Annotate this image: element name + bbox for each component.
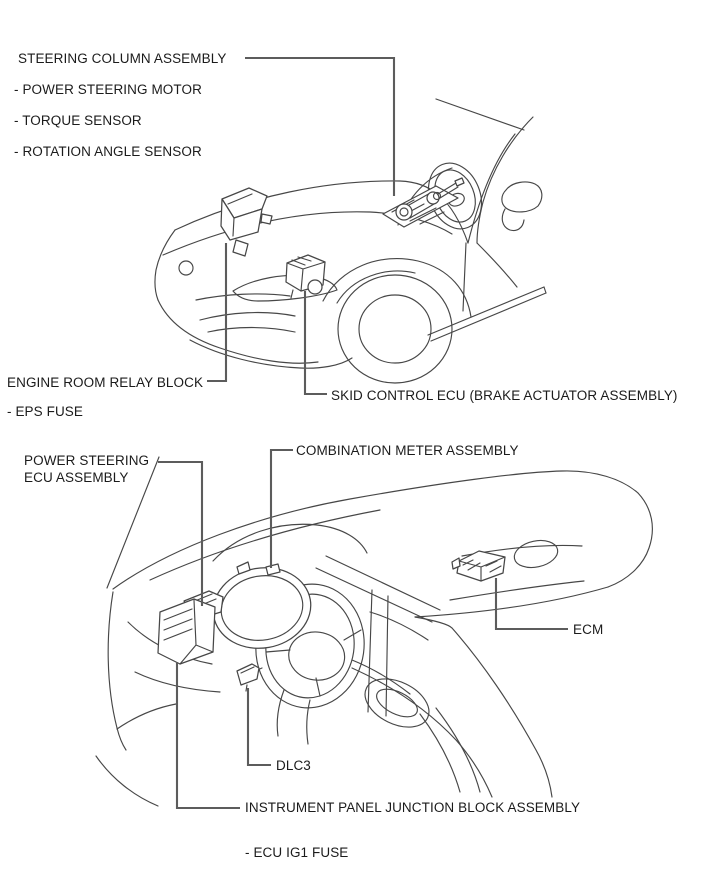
leader-engine-room-relay-block — [207, 243, 226, 381]
leader-steering-column — [245, 58, 394, 196]
leader-skid-control-ecu — [305, 291, 327, 394]
label-ecu-ig1-fuse: - ECU IG1 FUSE — [245, 845, 349, 860]
leader-power-steering-ecu — [158, 462, 202, 606]
label-rotation-angle-sensor: - ROTATION ANGLE SENSOR — [14, 144, 202, 159]
power-steering-ecu-drawing — [158, 591, 223, 664]
front-wheel — [338, 275, 452, 383]
side-mirror — [502, 182, 542, 231]
emblem-circle — [179, 261, 193, 275]
label-engine-room-relay-block: ENGINE ROOM RELAY BLOCK — [7, 375, 204, 390]
instrument-panel-figure — [96, 450, 652, 808]
label-power-steering-ecu-assembly — [24, 452, 149, 486]
car-body-outline — [155, 99, 546, 383]
label-power-steering-motor: - POWER STEERING MOTOR — [14, 82, 202, 97]
label-skid-control-ecu: SKID CONTROL ECU (BRAKE ACTUATOR ASSEMBLY) — [331, 388, 678, 403]
console-drawing — [352, 617, 552, 797]
label-instrument-panel-junction-block: INSTRUMENT PANEL JUNCTION BLOCK ASSEMBLY — [245, 800, 581, 815]
leader-dlc3 — [248, 688, 271, 765]
label-eps-fuse: - EPS FUSE — [7, 404, 84, 419]
label-combination-meter-assembly: COMBINATION METER ASSEMBLY — [296, 443, 519, 458]
label-torque-sensor: - TORQUE SENSOR — [14, 113, 142, 128]
label-ecm: ECM — [573, 622, 604, 637]
dash-speaker — [512, 537, 560, 572]
leader-combination-meter — [271, 450, 293, 568]
dlc3-connector-drawing — [237, 664, 259, 691]
leader-ecm — [496, 578, 568, 629]
label-dlc3: DLC3 — [276, 758, 311, 773]
label-power-steering-ecu-line2: ECU ASSEMBLY — [24, 470, 129, 485]
engine-compartment-figure — [155, 58, 546, 394]
leader-junction-block — [177, 662, 240, 808]
ecm-drawing — [452, 551, 505, 581]
label-power-steering-ecu-line1: POWER STEERING — [24, 453, 150, 468]
combination-meter-drawing — [207, 560, 317, 656]
label-steering-column-assembly: STEERING COLUMN ASSEMBLY — [18, 51, 227, 66]
engine-room-relay-block-drawing — [221, 188, 272, 256]
